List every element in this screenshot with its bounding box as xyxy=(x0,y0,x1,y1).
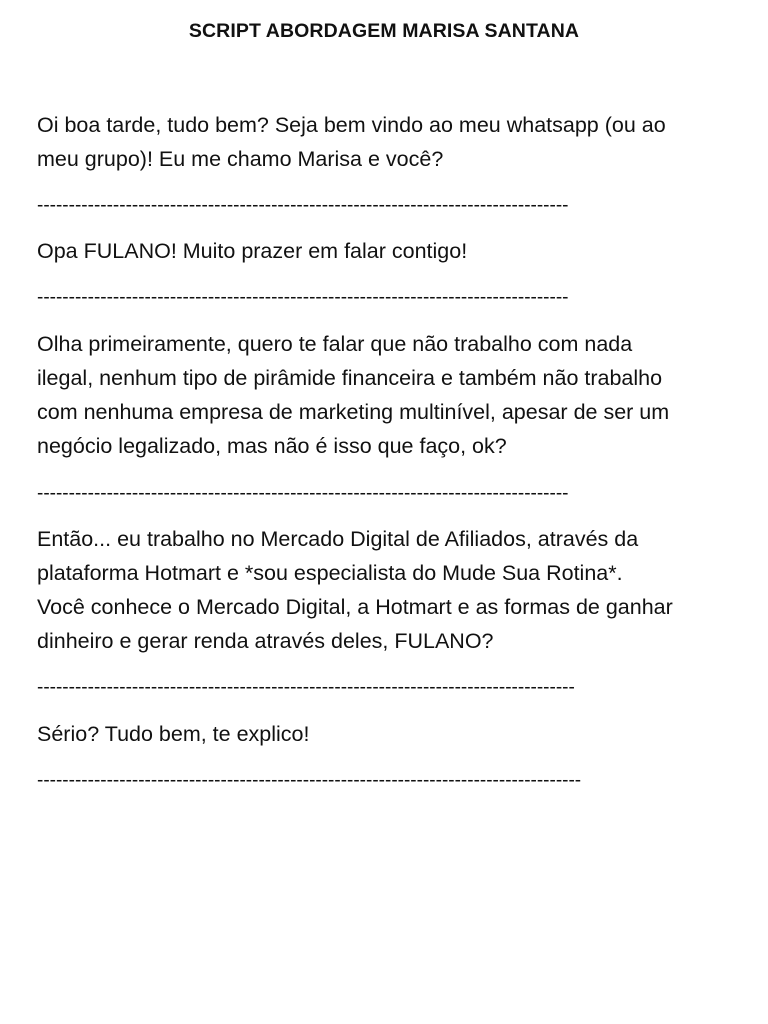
paragraph-line: negócio legalizado, mas não é isso que faço, ok? xyxy=(37,434,507,458)
paragraph-line: Então... eu trabalho no Mercado Digital de Afiliados, através da xyxy=(37,527,639,551)
paragraph-line: Você conhece o Mercado Digital, a Hotmart e as formas de ganhar xyxy=(37,595,673,619)
paragraph-work-description xyxy=(37,522,737,658)
divider-line: ------------------------------------------------------------------------------------ xyxy=(37,288,569,308)
document-title: SCRIPT ABORDAGEM MARISA SANTANA xyxy=(188,20,580,42)
paragraph-explain xyxy=(37,717,737,751)
paragraph-line: Opa FULANO! Muito prazer em falar contigo! xyxy=(37,239,468,263)
paragraph-line: dinheiro e gerar renda através deles, FULANO? xyxy=(37,629,494,653)
paragraph-line: Sério? Tudo bem, te explico! xyxy=(37,722,310,746)
paragraph-welcome xyxy=(37,234,737,268)
paragraph-line: Oi boa tarde, tudo bem? Seja bem vindo ao meu whatsapp (ou ao xyxy=(37,113,666,137)
paragraph-line: Olha primeiramente, quero te falar que não trabalho com nada xyxy=(37,332,633,356)
paragraph-line: ilegal, nenhum tipo de pirâmide financeira e também não trabalho xyxy=(37,366,663,390)
divider-line: ------------------------------------------------------------------------------------ xyxy=(37,196,569,216)
paragraph-line: plataforma Hotmart e *sou especialista do Mude Sua Rotina*. xyxy=(37,561,623,585)
paragraph-line: meu grupo)! Eu me chamo Marisa e você? xyxy=(37,147,444,171)
paragraph-line: com nenhuma empresa de marketing multinível, apesar de ser um xyxy=(37,400,670,424)
divider-line: ------------------------------------------------------------------------------------ xyxy=(37,484,569,504)
paragraph-disclaimer xyxy=(37,327,737,463)
divider-line: -------------------------------------------------------------------------------------- xyxy=(37,771,582,791)
paragraph-greeting xyxy=(37,108,737,176)
divider-line: ------------------------------------------------------------------------------------- xyxy=(37,678,575,698)
